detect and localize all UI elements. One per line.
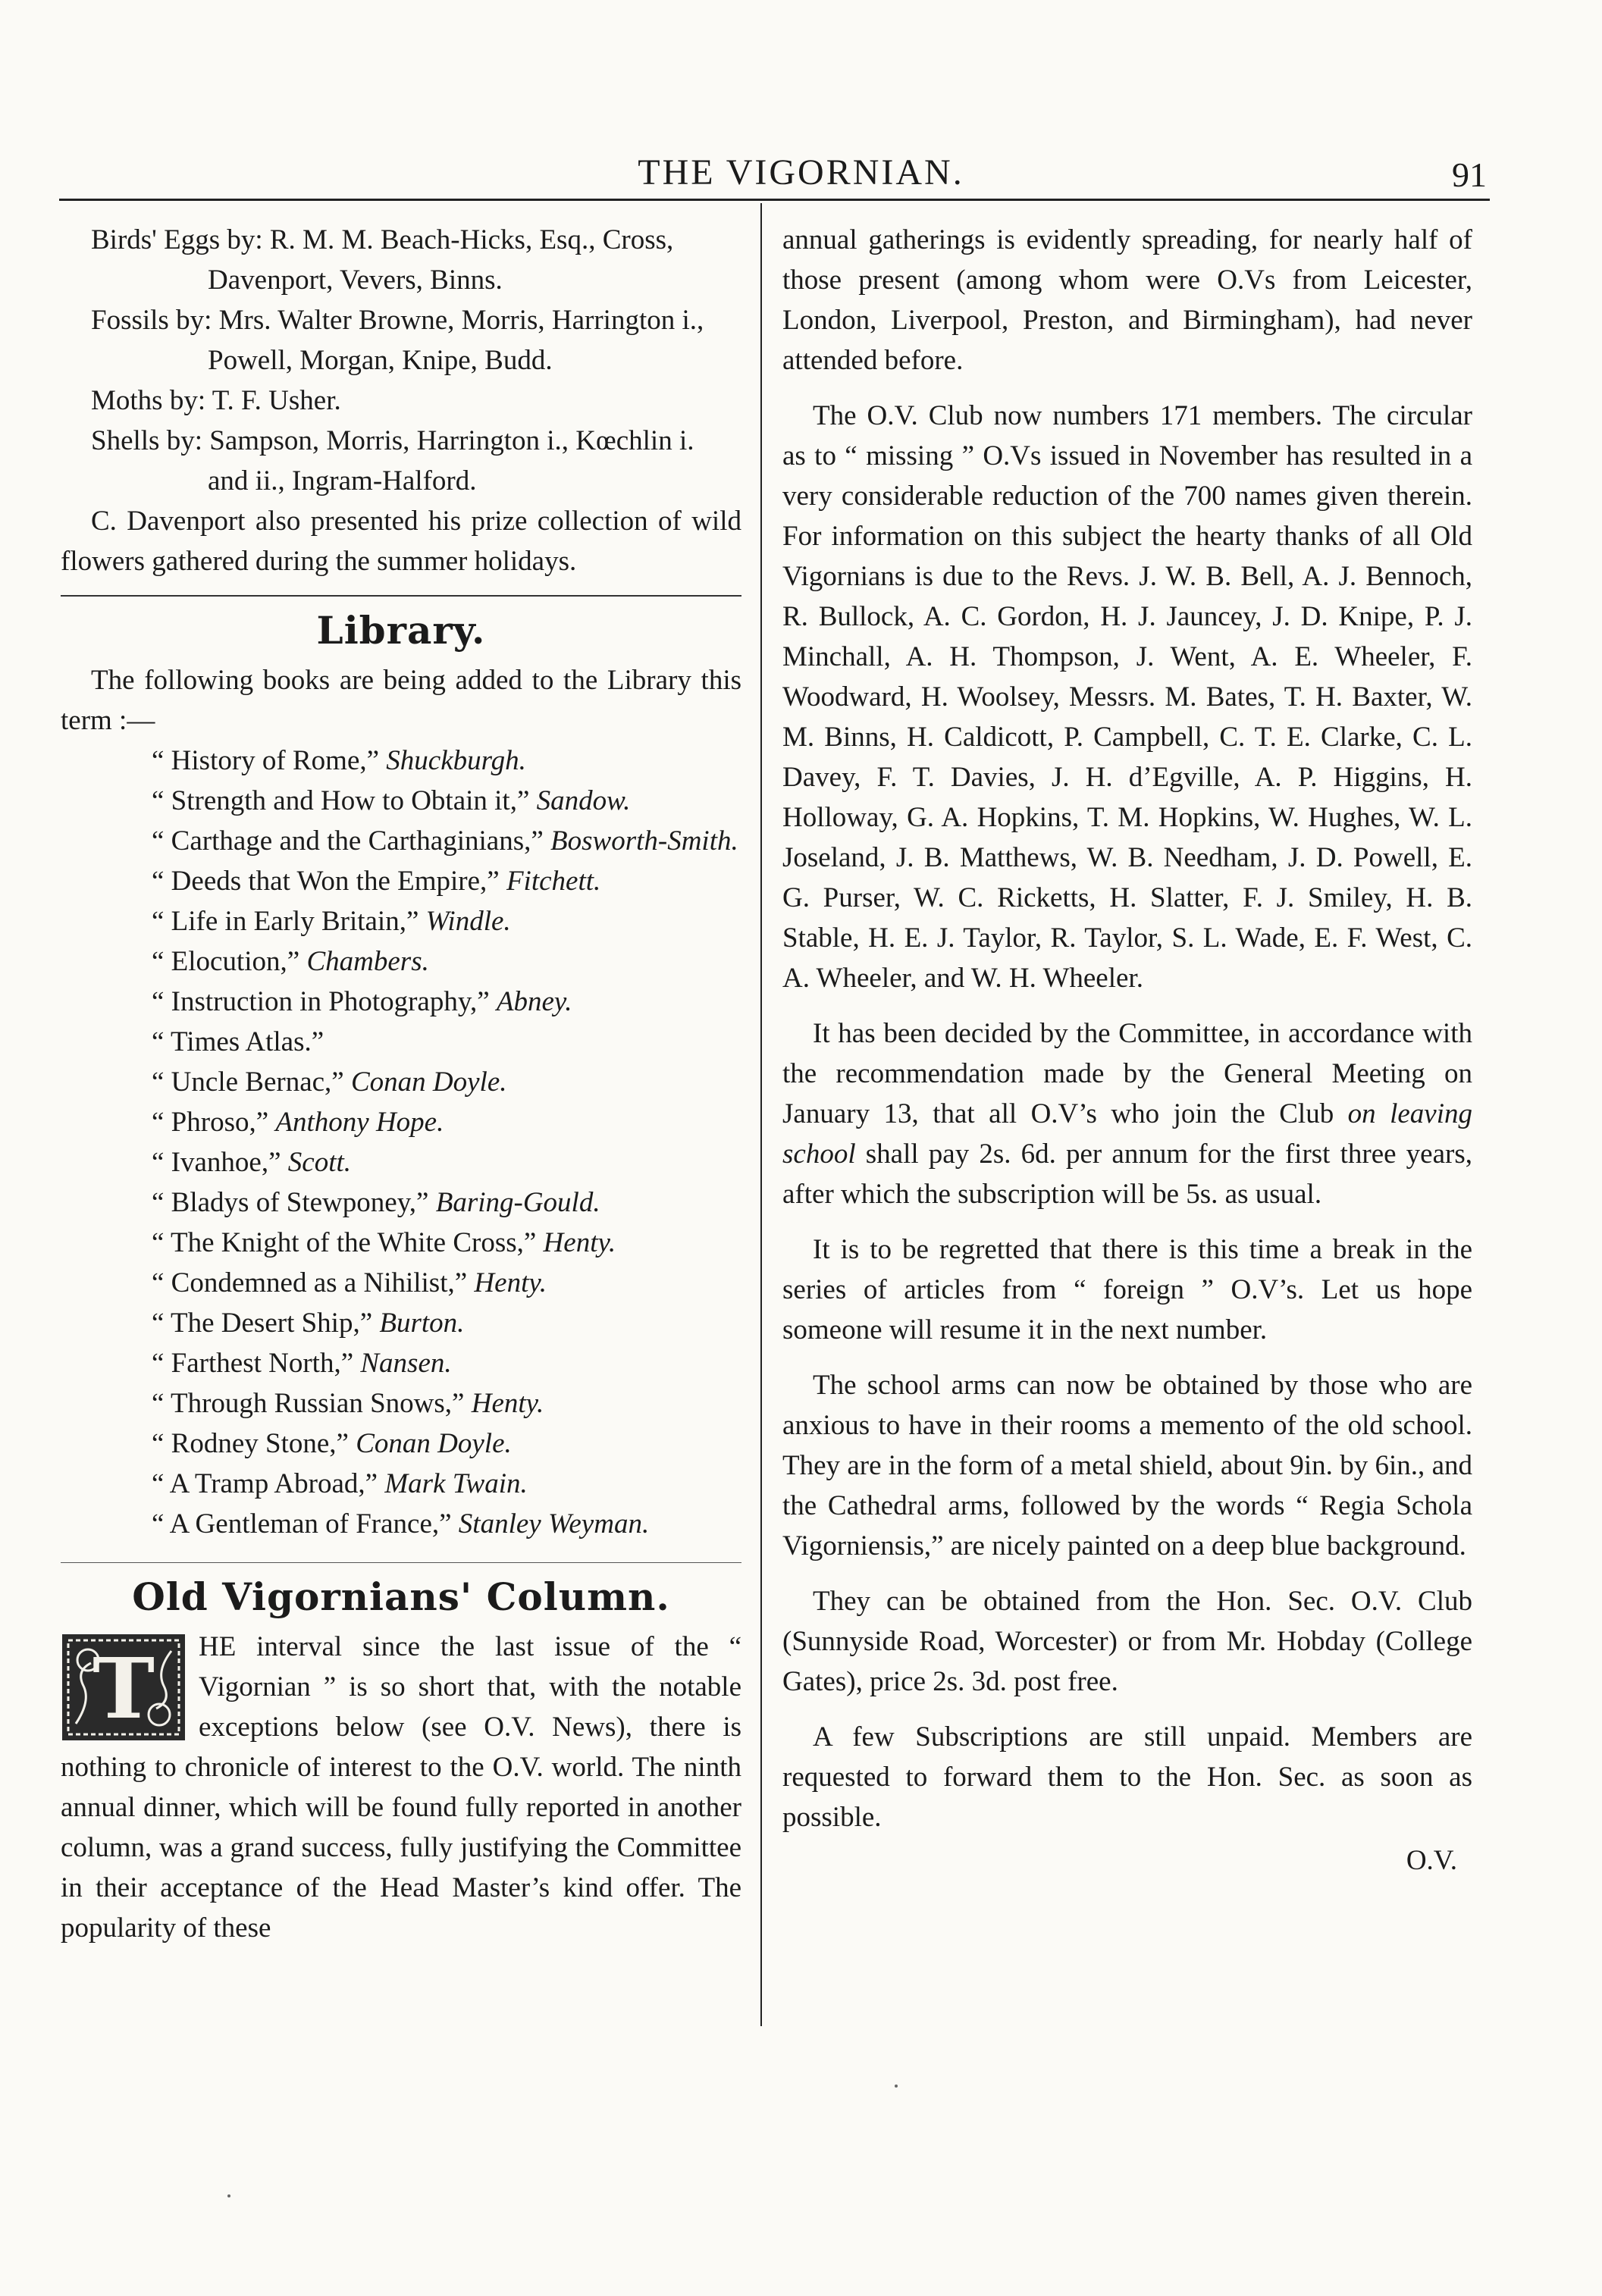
book-author: Henty. xyxy=(543,1227,616,1258)
book-title: “ Condemned as a Nihilist,” xyxy=(152,1267,468,1298)
museum-entry-text: Mrs. Walter Browne, Morris, Harrington i., Powell, Morgan, Knipe, Budd. xyxy=(208,305,704,376)
library-book-item xyxy=(152,861,741,901)
library-book-item xyxy=(152,781,741,821)
book-author: Stanley Weyman. xyxy=(458,1508,650,1540)
ov-first-paragraph-wrap xyxy=(61,1627,741,1948)
library-book-item xyxy=(152,1303,741,1343)
book-title: “ A Tramp Abroad,” xyxy=(152,1468,378,1499)
library-book-item xyxy=(152,1142,741,1182)
library-book-item xyxy=(152,1102,741,1142)
museum-entry-text: Sampson, Morris, Harrington i., Kœchlin i. and ii., Ingram-Halford. xyxy=(208,425,694,496)
book-author: Windle. xyxy=(425,906,511,937)
book-title: “ The Knight of the White Cross,” xyxy=(152,1227,537,1258)
book-author: Baring-Gould. xyxy=(435,1187,600,1218)
museum-note: C. Davenport also presented his prize collection of wild flowers gathered during the summer holidays. xyxy=(61,506,741,577)
book-title: “ Uncle Bernac,” xyxy=(152,1067,344,1098)
book-author: Henty. xyxy=(471,1388,544,1419)
museum-entry-label: Fossils by: xyxy=(91,305,212,336)
book-title: “ Elocution,” xyxy=(152,946,300,977)
book-author: Nansen. xyxy=(360,1348,452,1379)
library-book-item xyxy=(152,982,741,1022)
left-column xyxy=(61,220,741,1948)
paper-speck xyxy=(227,2194,230,2197)
dropcap-letter: T xyxy=(92,1640,155,1737)
library-book-item xyxy=(152,1062,741,1102)
library-book-item xyxy=(152,1182,741,1223)
museum-entry-moths xyxy=(61,381,741,421)
library-book-item xyxy=(152,1504,741,1544)
book-author: Anthony Hope. xyxy=(275,1107,444,1138)
ov-regret-paragraph: It is to be regretted that there is this time a break in the series of articles from “ foreign ” O.V’s. Let us hope someone will resume it in the next number. xyxy=(782,1234,1472,1345)
page-number: 91 xyxy=(1452,155,1487,194)
library-book-item xyxy=(152,1022,741,1062)
book-title: “ Phroso,” xyxy=(152,1107,269,1138)
book-author: Burton. xyxy=(379,1308,465,1339)
museum-entry-label: Birds' Eggs by: xyxy=(91,224,263,255)
book-title: “ Carthage and the Carthaginians,” xyxy=(152,825,544,857)
section-rule xyxy=(61,1562,741,1563)
library-book-item xyxy=(152,941,741,982)
book-title: “ Life in Early Britain,” xyxy=(152,906,419,937)
book-title: “ Farthest North,” xyxy=(152,1348,354,1379)
book-title: “ Bladys of Stewponey,” xyxy=(152,1187,429,1218)
book-title: “ History of Rome,” xyxy=(152,745,380,776)
museum-donations xyxy=(61,220,741,581)
ov-first-paragraph: HE interval since the last issue of the “ Vigornian ” is so short that, with the notable exceptions below (see O.V. News), there is nothing to chronicle of interest to the O.V. world. The ninth annual dinner, which will be found fully reported in another column, was a grand success, fully justifying the Committee in their acceptance of the Head Master’s kind offer. The popularity of these xyxy=(61,1631,741,1944)
library-book-item xyxy=(152,1343,741,1383)
museum-entry-shells xyxy=(61,421,741,501)
book-author: Henty. xyxy=(474,1267,547,1298)
column-divider xyxy=(760,203,762,2026)
museum-entry-label: Moths by: xyxy=(91,385,206,416)
ov-column-heading: Old Vigornians' Column. xyxy=(132,1574,670,1619)
book-author: Bosworth-Smith. xyxy=(550,825,738,857)
page-header-title: THE VIGORNIAN. xyxy=(638,152,964,193)
library-book-item xyxy=(152,821,741,861)
ov-continuation-paragraph: annual gatherings is evidently spreading, for nearly half of those present (among whom were O.Vs from Leicester, London, Liverpool, Preston, and Birmingham), had never attended before. xyxy=(782,224,1472,376)
subscription-text-italic: on leaving school xyxy=(782,1098,1473,1170)
paper-speck xyxy=(895,2085,898,2088)
subscription-text-start: It has been decided by the Committee, in accordance with the recommendation made by the General Meeting on January 13, that all O.V’s who join the Club xyxy=(782,1018,1472,1129)
book-author: Mark Twain. xyxy=(384,1468,528,1499)
library-book-item xyxy=(152,1263,741,1303)
right-column xyxy=(782,220,1472,1881)
library-intro: The following books are being added to the Library this term :— xyxy=(61,665,741,736)
book-title: “ Rodney Stone,” xyxy=(152,1428,349,1459)
book-author: Shuckburgh. xyxy=(386,745,526,776)
ov-members-paragraph: The O.V. Club now numbers 171 members. The circular as to “ missing ” O.Vs issued in November has resulted in a very considerable reduction of the 700 names given therein. For information on this subject the hearty thanks of all Old Vigornians is due to the Revs. J. W. B. Bell, A. J. Bennoch, R. Bullock, A. C. Gordon, H. J. Jauncey, J. D. Knipe, P. J. Minchall, A. H. Thompson, J. Went, A. E. Wheeler, F. Woodward, H. Woolsey, Messrs. M. Bates, T. H. Baxter, W. M. Binns, H. Caldicott, P. Campbell, C. T. E. Clarke, C. L. Davey, F. T. Davies, J. H. d’Egville, A. P. Higgins, H. Holloway, G. A. Hopkins, T. M. Hopkins, W. Hughes, W. L. Joseland, J. B. Matthews, W. B. Needham, J. D. Powell, E. G. Purser, W. C. Ricketts, H. Slatter, F. J. Smiley, H. B. Stable, H. E. J. Taylor, R. Taylor, S. L. Wade, E. F. West, C. A. Wheeler, and W. H. Wheeler. xyxy=(782,400,1472,994)
ov-arms-paragraph: The school arms can now be obtained by those who are anxious to have in their rooms a memento of the old school. They are in the form of a metal shield, about 9in. by 6in., and the Cathedral arms, followed by the words “ Regia Schola Vigorniensis,” are nicely painted on a deep blue background. xyxy=(782,1370,1472,1561)
book-title: “ Times Atlas.” xyxy=(152,1026,324,1057)
museum-entry-fossils xyxy=(61,300,741,381)
book-author: Conan Doyle. xyxy=(356,1428,512,1459)
book-title: “ A Gentleman of France,” xyxy=(152,1508,452,1540)
museum-entry-label: Shells by: xyxy=(91,425,202,456)
dropcap-ornament-icon xyxy=(61,1633,187,1742)
ov-obtain-paragraph: They can be obtained from the Hon. Sec. O.V. Club (Sunnyside Road, Worcester) or from Mr. Hobday (College Gates), price 2s. 3d. post free. xyxy=(782,1586,1472,1697)
book-author: Scott. xyxy=(287,1147,351,1178)
ornamental-dropcap xyxy=(61,1633,187,1742)
book-author: Chambers. xyxy=(306,946,429,977)
library-book-item xyxy=(152,1464,741,1504)
library-book-item xyxy=(152,901,741,941)
museum-entry-text: R. M. M. Beach-Hicks, Esq., Cross, Davenport, Vevers, Binns. xyxy=(208,224,674,296)
museum-entry-birds-eggs xyxy=(61,220,741,300)
book-author: Abney. xyxy=(496,986,572,1017)
book-author: Conan Doyle. xyxy=(350,1067,507,1098)
book-title: “ Deeds that Won the Empire,” xyxy=(152,866,500,897)
library-book-item xyxy=(152,1383,741,1424)
library-book-item xyxy=(152,1223,741,1263)
ov-unpaid-paragraph: A few Subscriptions are still unpaid. Members are requested to forward them to the Hon. Sec. as soon as possible. xyxy=(782,1721,1472,1833)
book-author: Fitchett. xyxy=(506,866,601,897)
ov-subscription-paragraph xyxy=(782,1013,1472,1214)
book-author: Sandow. xyxy=(536,785,631,816)
library-book-item xyxy=(152,741,741,781)
book-title: “ Ivanhoe,” xyxy=(152,1147,281,1178)
ov-signoff: O.V. xyxy=(1406,1845,1457,1876)
library-book-item xyxy=(152,1424,741,1464)
book-title: “ Strength and How to Obtain it,” xyxy=(152,785,530,816)
book-title: “ The Desert Ship,” xyxy=(152,1308,373,1339)
book-title: “ Instruction in Photography,” xyxy=(152,986,490,1017)
book-title: “ Through Russian Snows,” xyxy=(152,1388,465,1419)
subscription-text-end: shall pay 2s. 6d. per annum for the first three years, after which the subscription will be 5s. as usual. xyxy=(782,1139,1472,1210)
section-rule xyxy=(61,595,741,597)
museum-entry-text: T. F. Usher. xyxy=(212,385,341,416)
library-book-list xyxy=(61,741,741,1544)
library-heading: Library. xyxy=(316,608,486,653)
header-rule xyxy=(59,199,1490,201)
